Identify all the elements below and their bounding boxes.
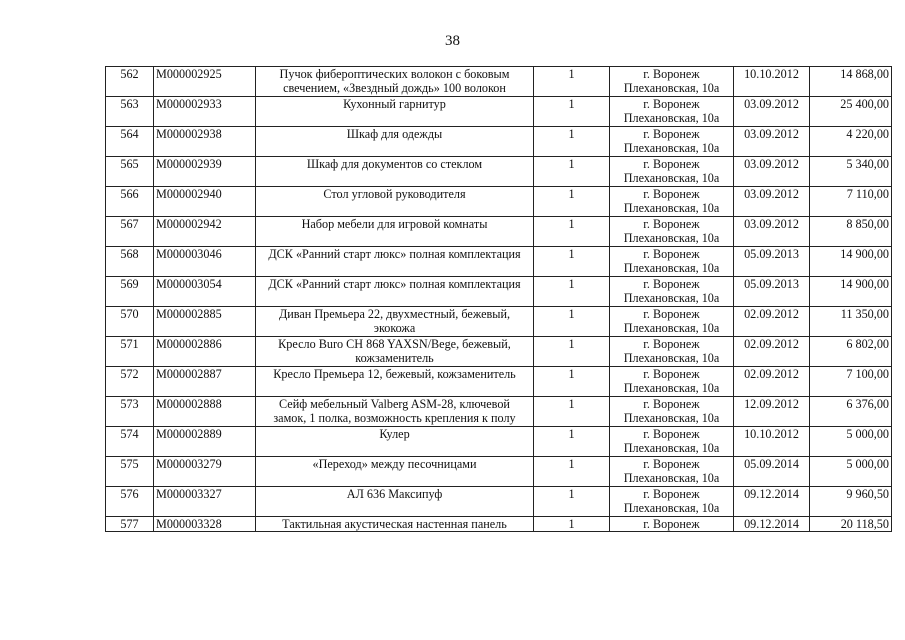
table-body bbox=[106, 67, 892, 532]
quantity-cell: 1 bbox=[534, 397, 610, 427]
item-name-line: Диван Премьера 22, двухместный, бежевый, bbox=[278, 307, 511, 321]
table-row bbox=[106, 67, 892, 97]
inventory-code-cell: М000003054 bbox=[154, 277, 256, 307]
amount-cell: 14 868,00 bbox=[810, 67, 892, 97]
item-name-line: ДСК «Ранний старт люкс» полная комплектация bbox=[268, 277, 521, 291]
amount-cell: 14 900,00 bbox=[810, 277, 892, 307]
date-cell: 03.09.2012 bbox=[734, 97, 810, 127]
inventory-code-cell: М000002939 bbox=[154, 157, 256, 187]
inventory-code-cell: М000002888 bbox=[154, 397, 256, 427]
row-number-cell: 563 bbox=[106, 97, 154, 127]
amount-cell: 6 802,00 bbox=[810, 337, 892, 367]
item-name-cell bbox=[256, 337, 534, 367]
date-cell: 05.09.2013 bbox=[734, 277, 810, 307]
amount-cell: 5 000,00 bbox=[810, 427, 892, 457]
amount-cell: 7 100,00 bbox=[810, 367, 892, 397]
item-name-cell bbox=[256, 457, 534, 487]
item-name-cell bbox=[256, 157, 534, 187]
quantity-cell: 1 bbox=[534, 187, 610, 217]
amount-cell: 5 340,00 bbox=[810, 157, 892, 187]
location-cell bbox=[610, 127, 734, 157]
location-cell bbox=[610, 217, 734, 247]
quantity-cell: 1 bbox=[534, 337, 610, 367]
location-line: Плехановская, 10а bbox=[623, 171, 720, 185]
item-name-cell bbox=[256, 187, 534, 217]
amount-cell: 6 376,00 bbox=[810, 397, 892, 427]
item-name-line: Сейф мебельный Valberg ASM-28, ключевой bbox=[279, 397, 510, 411]
amount-cell: 8 850,00 bbox=[810, 217, 892, 247]
item-name-cell bbox=[256, 247, 534, 277]
location-line: Плехановская, 10а bbox=[623, 111, 720, 125]
inventory-code-cell: М000002889 bbox=[154, 427, 256, 457]
quantity-cell: 1 bbox=[534, 127, 610, 157]
page-number: 38 bbox=[445, 33, 460, 49]
inventory-code-cell: М000002938 bbox=[154, 127, 256, 157]
date-cell: 03.09.2012 bbox=[734, 187, 810, 217]
quantity-cell: 1 bbox=[534, 217, 610, 247]
row-number-cell: 568 bbox=[106, 247, 154, 277]
location-line: г. Воронеж bbox=[643, 247, 700, 261]
item-name-line: Кресло Премьера 12, бежевый, кожзаменитель bbox=[273, 367, 516, 381]
item-name-line: «Переход» между песочницами bbox=[312, 457, 477, 471]
item-name-line: Шкаф для одежды bbox=[346, 127, 443, 141]
table-row bbox=[106, 337, 892, 367]
item-name-line: Шкаф для документов со стеклом bbox=[306, 157, 483, 171]
location-line: г. Воронеж bbox=[643, 127, 700, 141]
location-line: Плехановская, 10а bbox=[623, 321, 720, 335]
table-row bbox=[106, 247, 892, 277]
item-name-cell bbox=[256, 367, 534, 397]
item-name-line: АЛ 636 Максипуф bbox=[346, 487, 443, 501]
quantity-cell: 1 bbox=[534, 487, 610, 517]
location-line: Плехановская, 10а bbox=[623, 381, 720, 395]
location-line: Плехановская, 10а bbox=[623, 231, 720, 245]
quantity-cell: 1 bbox=[534, 247, 610, 277]
location-line: Плехановская, 10а bbox=[623, 501, 720, 515]
table-row bbox=[106, 277, 892, 307]
location-line: г. Воронеж bbox=[643, 367, 700, 381]
inventory-code-cell: М000003328 bbox=[154, 517, 256, 532]
item-name-cell bbox=[256, 67, 534, 97]
date-cell: 02.09.2012 bbox=[734, 367, 810, 397]
row-number-cell: 567 bbox=[106, 217, 154, 247]
row-number-cell: 573 bbox=[106, 397, 154, 427]
row-number-cell: 569 bbox=[106, 277, 154, 307]
date-cell: 09.12.2014 bbox=[734, 517, 810, 532]
item-name-line: Стол угловой руководителя bbox=[323, 187, 466, 201]
table-row bbox=[106, 427, 892, 457]
table-row bbox=[106, 157, 892, 187]
location-line: г. Воронеж bbox=[643, 337, 700, 351]
row-number-cell: 575 bbox=[106, 457, 154, 487]
table-row bbox=[106, 457, 892, 487]
location-cell bbox=[610, 67, 734, 97]
location-line: г. Воронеж bbox=[643, 97, 700, 111]
item-name-cell bbox=[256, 397, 534, 427]
item-name-line: ДСК «Ранний старт люкс» полная комплектация bbox=[268, 247, 521, 261]
amount-cell: 25 400,00 bbox=[810, 97, 892, 127]
location-cell bbox=[610, 367, 734, 397]
location-cell bbox=[610, 397, 734, 427]
item-name-line: свечением, «Звездный дождь» 100 волокон bbox=[283, 81, 506, 95]
location-cell bbox=[610, 307, 734, 337]
item-name-line: кожзаменитель bbox=[355, 351, 434, 365]
location-line: г. Воронеж bbox=[643, 397, 700, 411]
table-row bbox=[106, 187, 892, 217]
quantity-cell: 1 bbox=[534, 157, 610, 187]
table-row bbox=[106, 397, 892, 427]
location-line: г. Воронеж bbox=[643, 277, 700, 291]
inventory-table bbox=[105, 66, 892, 532]
row-number-cell: 574 bbox=[106, 427, 154, 457]
item-name-cell bbox=[256, 277, 534, 307]
amount-cell: 14 900,00 bbox=[810, 247, 892, 277]
location-line: г. Воронеж bbox=[643, 307, 700, 321]
quantity-cell: 1 bbox=[534, 67, 610, 97]
item-name-line: Кресло Buro CH 868 YAXSN/Bege, бежевый, bbox=[278, 337, 511, 351]
item-name-cell bbox=[256, 97, 534, 127]
location-line: Плехановская, 10а bbox=[623, 261, 720, 275]
location-line: Плехановская, 10а bbox=[623, 291, 720, 305]
inventory-code-cell: М000003279 bbox=[154, 457, 256, 487]
location-line: г. Воронеж bbox=[643, 157, 700, 171]
date-cell: 03.09.2012 bbox=[734, 127, 810, 157]
location-cell bbox=[610, 427, 734, 457]
item-name-cell bbox=[256, 217, 534, 247]
inventory-code-cell: М000003046 bbox=[154, 247, 256, 277]
date-cell: 10.10.2012 bbox=[734, 67, 810, 97]
item-name-line: Набор мебели для игровой комнаты bbox=[301, 217, 488, 231]
row-number-cell: 570 bbox=[106, 307, 154, 337]
date-cell: 02.09.2012 bbox=[734, 337, 810, 367]
item-name-line: Пучок фибероптических волокон с боковым bbox=[279, 67, 510, 81]
date-cell: 09.12.2014 bbox=[734, 487, 810, 517]
location-cell bbox=[610, 187, 734, 217]
inventory-code-cell: М000002885 bbox=[154, 307, 256, 337]
date-cell: 03.09.2012 bbox=[734, 157, 810, 187]
location-line: г. Воронеж bbox=[643, 187, 700, 201]
row-number-cell: 566 bbox=[106, 187, 154, 217]
item-name-line: Кулер bbox=[379, 427, 410, 441]
location-line: г. Воронеж bbox=[643, 67, 700, 81]
location-line: Плехановская, 10а bbox=[623, 411, 720, 425]
amount-cell: 11 350,00 bbox=[810, 307, 892, 337]
row-number-cell: 572 bbox=[106, 367, 154, 397]
inventory-code-cell: М000002942 bbox=[154, 217, 256, 247]
inventory-code-cell: М000002933 bbox=[154, 97, 256, 127]
date-cell: 05.09.2014 bbox=[734, 457, 810, 487]
item-name-cell bbox=[256, 427, 534, 457]
inventory-code-cell: М000003327 bbox=[154, 487, 256, 517]
table-row bbox=[106, 487, 892, 517]
quantity-cell: 1 bbox=[534, 97, 610, 127]
inventory-code-cell: М000002886 bbox=[154, 337, 256, 367]
quantity-cell: 1 bbox=[534, 427, 610, 457]
quantity-cell: 1 bbox=[534, 517, 610, 532]
row-number-cell: 571 bbox=[106, 337, 154, 367]
table-row bbox=[106, 127, 892, 157]
location-line: Плехановская, 10а bbox=[623, 471, 720, 485]
location-cell bbox=[610, 157, 734, 187]
date-cell: 02.09.2012 bbox=[734, 307, 810, 337]
item-name-cell bbox=[256, 487, 534, 517]
location-cell bbox=[610, 457, 734, 487]
item-name-cell bbox=[256, 127, 534, 157]
inventory-code-cell: М000002940 bbox=[154, 187, 256, 217]
date-cell: 05.09.2013 bbox=[734, 247, 810, 277]
table-row bbox=[106, 307, 892, 337]
row-number-cell: 564 bbox=[106, 127, 154, 157]
location-line: г. Воронеж bbox=[643, 487, 700, 501]
inventory-code-cell: М000002887 bbox=[154, 367, 256, 397]
item-name-line: Тактильная акустическая настенная панель bbox=[282, 517, 507, 531]
quantity-cell: 1 bbox=[534, 307, 610, 337]
location-line: Плехановская, 10а bbox=[623, 201, 720, 215]
location-line: г. Воронеж bbox=[643, 457, 700, 471]
item-name-cell bbox=[256, 307, 534, 337]
location-line: г. Воронеж bbox=[643, 427, 700, 441]
amount-cell: 9 960,50 bbox=[810, 487, 892, 517]
row-number-cell: 577 bbox=[106, 517, 154, 532]
location-cell bbox=[610, 97, 734, 127]
item-name-line: замок, 1 полка, возможность крепления к полу bbox=[273, 411, 516, 425]
location-cell bbox=[610, 487, 734, 517]
table-row bbox=[106, 217, 892, 247]
location-line: г. Воронеж bbox=[643, 517, 700, 531]
location-line: Плехановская, 10а bbox=[623, 351, 720, 365]
amount-cell: 4 220,00 bbox=[810, 127, 892, 157]
table-row bbox=[106, 367, 892, 397]
location-line: Плехановская, 10а bbox=[623, 141, 720, 155]
location-cell bbox=[610, 277, 734, 307]
row-number-cell: 565 bbox=[106, 157, 154, 187]
quantity-cell: 1 bbox=[534, 277, 610, 307]
date-cell: 12.09.2012 bbox=[734, 397, 810, 427]
location-line: Плехановская, 10а bbox=[623, 81, 720, 95]
date-cell: 10.10.2012 bbox=[734, 427, 810, 457]
date-cell: 03.09.2012 bbox=[734, 217, 810, 247]
amount-cell: 7 110,00 bbox=[810, 187, 892, 217]
row-number-cell: 576 bbox=[106, 487, 154, 517]
table-row bbox=[106, 517, 892, 532]
location-line: Плехановская, 10а bbox=[623, 441, 720, 455]
item-name-line: экокожа bbox=[373, 321, 416, 335]
location-cell bbox=[610, 247, 734, 277]
amount-cell: 20 118,50 bbox=[810, 517, 892, 532]
item-name-cell bbox=[256, 517, 534, 532]
location-line: г. Воронеж bbox=[643, 217, 700, 231]
inventory-code-cell: М000002925 bbox=[154, 67, 256, 97]
table-row bbox=[106, 97, 892, 127]
row-number-cell: 562 bbox=[106, 67, 154, 97]
quantity-cell: 1 bbox=[534, 367, 610, 397]
quantity-cell: 1 bbox=[534, 457, 610, 487]
location-cell bbox=[610, 337, 734, 367]
amount-cell: 5 000,00 bbox=[810, 457, 892, 487]
item-name-line: Кухонный гарнитур bbox=[343, 97, 446, 111]
location-cell bbox=[610, 517, 734, 532]
